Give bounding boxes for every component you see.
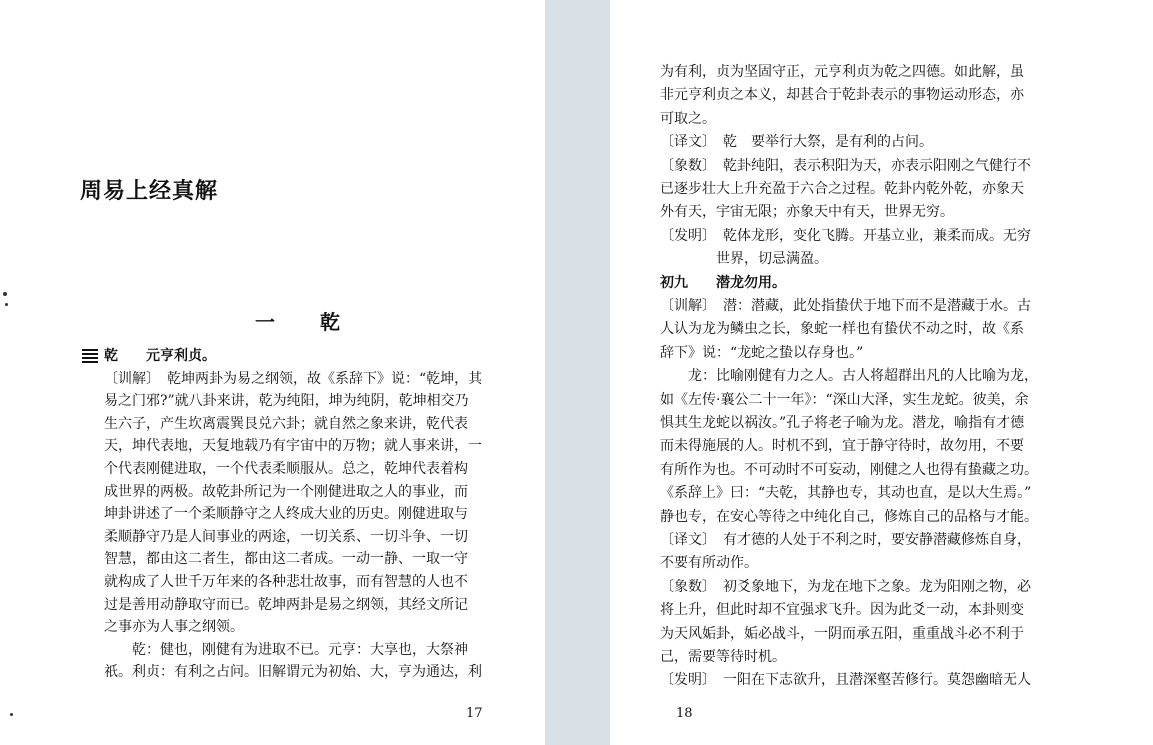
text-line: 天，坤代表地，天复地载乃有宇宙中的万物；就人事来讲，一 xyxy=(104,438,482,455)
text-line: 已逐步壮大上升充盈于六合之过程。乾卦内乾外乾，亦象天 xyxy=(660,181,1024,197)
text-line: 〔译文〕 有才德的人处于不利之时，要安静潜藏修炼自身， xyxy=(660,532,1031,548)
scan-speck xyxy=(3,292,7,296)
text-line: 世界，切忌满盈。 xyxy=(660,251,828,268)
text-line: 过是善用动静取守而已。乾坤两卦是易之纲领，其经文所记 xyxy=(104,596,468,613)
text-line: 乾：健也，刚健有为进取不已。元亨：大享也，大祭神 xyxy=(104,641,468,658)
text-line: 外有天，宇宙无限；亦象天中有天，世界无穷。 xyxy=(660,204,954,221)
text-line: 而未得施展的人。时机不到，宜于静守待时，故勿用，不要 xyxy=(660,438,1024,455)
text-line: 将上升，但此时却不宜强求飞升。因为此爻一动，本卦则变 xyxy=(660,602,1024,619)
left-page xyxy=(0,0,545,745)
text-line: 如《左传·襄公二十一年》：“深山大泽，实生龙蛇。彼美，余 xyxy=(660,391,1029,408)
text-line: 辞下》说：“龙蛇之蛰以存身也。” xyxy=(660,344,864,361)
text-line: 乾 元亨利贞。 xyxy=(104,348,216,364)
hexagram-heading xyxy=(255,306,340,335)
text-line: 坤卦讲述了一个柔顺静守之人终成大业的历史。刚健进取与 xyxy=(104,506,468,523)
book-title: 周易上经真解 xyxy=(80,179,219,204)
right-page xyxy=(610,0,1153,745)
text-line: 〔译文〕 乾 要举行大祭，是有利的占问。 xyxy=(660,134,933,151)
text-line: 个代表刚健进取，一个代表柔顺服从。总之，乾坤代表着构 xyxy=(104,461,468,477)
hexagram-number: 一 xyxy=(255,310,275,334)
page-number-right: 18 xyxy=(676,706,693,721)
text-line: 非元亨利贞之本义，却甚合于乾卦表示的事物运动形态，亦 xyxy=(660,87,1024,104)
text-line: 惧其生龙蛇以祸汝。”孔子将老子喻为龙。潜龙，喻指有才德 xyxy=(660,415,1025,431)
text-line: 〔训解〕 乾坤两卦为易之纲领，故《系辞下》说：“乾坤，其 xyxy=(104,370,483,387)
text-line: 龙：比喻刚健有力之人。古人将超群出凡的人比喻为龙， xyxy=(660,368,1038,385)
page-number-left: 17 xyxy=(466,706,483,721)
text-line: 柔顺静守乃是人间事业的两途，一切关系、一切斗争、一切 xyxy=(104,528,468,545)
hexagram-name: 乾 xyxy=(319,310,340,334)
hexagram-symbol-icon xyxy=(82,349,98,365)
text-line: 不要有所动作。 xyxy=(660,555,758,572)
text-line: 初九 潜龙勿用。 xyxy=(660,274,786,291)
text-line: 可取之。 xyxy=(660,110,716,127)
text-line: 之事亦为人事之纲领。 xyxy=(104,619,244,636)
page-gutter xyxy=(545,0,610,745)
text-line: 祇。利贞：有利之占问。旧解谓元为初始、大，亨为通达，利 xyxy=(104,664,482,681)
text-line: 《系辞上》曰：“夫乾，其静也专，其动也直，是以大生焉。” xyxy=(660,485,1032,502)
text-line: 智慧，都由这二者生，都由这二者成。一动一静、一取一守 xyxy=(104,551,468,568)
text-line: 〔象数〕 乾卦纯阳，表示积阳为天，亦表示阳刚之气健行不 xyxy=(660,157,1031,174)
text-line: 〔发明〕 一阳在下志欲升，且潜深壑苦修行。莫怨幽暗无人 xyxy=(660,672,1031,689)
text-line: 〔象数〕 初爻象地下，为龙在地下之象。龙为阳刚之物，必 xyxy=(660,578,1031,595)
text-line: 静也专，在安心等待之中纯化自己，修炼自己的品格与才能。 xyxy=(660,508,1038,525)
text-line: 生六子，产生坎离震巽艮兑六卦；就自然之象来讲，乾代表 xyxy=(104,415,468,432)
scan-speck xyxy=(10,713,13,716)
text-line: 人认为龙为鳞虫之长，象蛇一样也有蛰伏不动之时，故《系 xyxy=(660,321,1024,338)
text-line: 有所作为也。不可动时不可妄动，刚健之人也得有蛰藏之功。 xyxy=(660,461,1038,478)
text-line: 〔发明〕 乾体龙形，变化飞腾。开基立业，兼柔而成。无穷 xyxy=(660,227,1031,244)
text-line: 〔训解〕 潜：潜藏，此处指蛰伏于地下而不是潜藏于水。古 xyxy=(660,298,1031,314)
text-line: 为天风姤卦，姤必战斗，一阴而承五阳，重重战斗必不利于 xyxy=(660,625,1024,642)
text-line: 成世界的两极。故乾卦所记为一个刚健进取之人的事业，而 xyxy=(104,483,468,500)
text-line: 为有利，贞为坚固守正，元亨利贞为乾之四德。如此解，虽 xyxy=(660,64,1024,80)
text-line: 易之门邪?”就八卦来讲，乾为纯阳，坤为纯阴，乾坤相交乃 xyxy=(104,393,469,410)
text-line: 就构成了人世千万年来的各种悲壮故事，而有智慧的人也不 xyxy=(104,574,468,590)
scan-speck xyxy=(5,303,8,306)
text-line: 己，需要等待时机。 xyxy=(660,649,786,665)
